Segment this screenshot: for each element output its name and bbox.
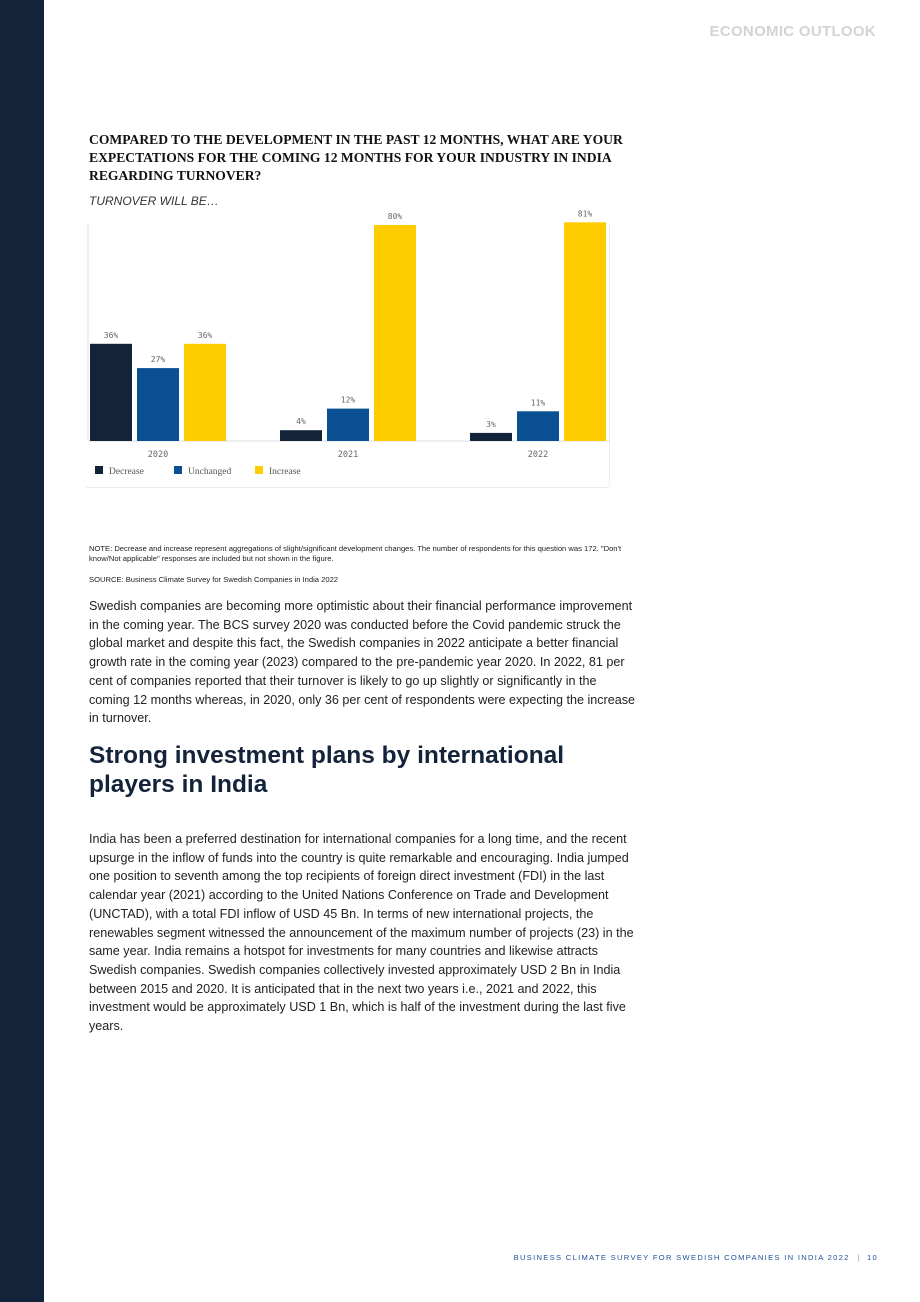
footer-separator: | bbox=[857, 1253, 861, 1262]
bar-decrease-2022 bbox=[470, 433, 512, 441]
legend-swatch-unchanged bbox=[174, 466, 182, 474]
chart-source: SOURCE: Business Climate Survey for Swedish Companies in India 2022 bbox=[89, 575, 339, 584]
body-paragraph-1: Swedish companies are becoming more optimistic about their financial performance improvement in the coming year. The BCS survey 2020 was conducted before the Covid pandemic struck the global market and despite this fact, the Swedish companies in 2022 anticipate a better financial growth rate in the coming year (2023) compared to the pre-pandemic year 2020. In 2022, 81 per cent of companies reported that their turnover is likely to go up slightly or significantly in the coming 12 months whereas, in 2020, only 36 per cent of respondents were expecting the increase in turnover. bbox=[89, 599, 636, 726]
page-number: 10 bbox=[866, 1253, 878, 1262]
body-paragraph-2: India has been a preferred destination for international companies for a long time, and the recent upsurge in the inflow of funds into the country is quite remarkable and encouraging. India jumped one position to seventh among the top recipients of foreign direct investment (FDI) in the last calendar year (2021) according to the United Nations Conference on Trade and Development (UNCTAD), with a total FDI inflow of USD 45 Bn. In terms of new international projects, the renewables segment witnessed the announcement of the maximum number of projects (23) in the same year. India remains a hotspot for investments for many countries and likewise attracts Swedish companies. Swedish companies collectively invested approximately USD 2 Bn in India between 2015 and 2020. It is anticipated that in the next two years i.e., 2021 and 2022, this investment would be approximately USD 1 Bn, which is half of the investment during the last five years. bbox=[89, 832, 634, 1034]
x-tick-label: 2020 bbox=[147, 450, 169, 460]
chart-note: NOTE: Decrease and increase represent aggregations of slight/significant development changes. The number of respondents for this question was 172. "Don't know/Not applicable" responses are included but not shown in the figure. bbox=[89, 544, 622, 563]
bar-unchanged-2022 bbox=[517, 411, 559, 441]
bar-increase-2021 bbox=[374, 225, 416, 441]
data-label: 11% bbox=[530, 398, 546, 408]
legend-label: Unchanged bbox=[188, 467, 232, 477]
data-label: 12% bbox=[340, 395, 356, 405]
data-label: 81% bbox=[577, 209, 593, 219]
data-label: 4% bbox=[296, 417, 306, 427]
data-label: 36% bbox=[103, 330, 119, 340]
data-label: 27% bbox=[150, 355, 166, 365]
data-label: 3% bbox=[486, 419, 496, 429]
bar-decrease-2020 bbox=[90, 344, 132, 441]
x-tick-label: 2022 bbox=[527, 450, 549, 460]
bar-unchanged-2021 bbox=[327, 409, 369, 441]
footer-title: BUSINESS CLIMATE SURVEY FOR SWEDISH COMPANIES IN INDIA 2022 bbox=[513, 1253, 850, 1262]
side-color-band bbox=[0, 0, 44, 1302]
bar-increase-2020 bbox=[184, 344, 226, 441]
bar-chart-svg bbox=[86, 209, 610, 488]
data-label: 80% bbox=[387, 212, 403, 221]
bar-unchanged-2020 bbox=[137, 368, 179, 441]
legend-swatch-decrease bbox=[95, 466, 103, 474]
section-label: ECONOMIC OUTLOOK bbox=[709, 23, 876, 40]
bar-increase-2022 bbox=[564, 222, 606, 441]
bar-decrease-2021 bbox=[280, 430, 322, 441]
section-heading: Strong investment plans by international players in India bbox=[89, 742, 565, 798]
page-footer bbox=[514, 1253, 878, 1262]
legend-label: Increase bbox=[269, 467, 301, 477]
x-tick-label: 2021 bbox=[337, 450, 359, 460]
chart-question-title: COMPARED TO THE DEVELOPMENT IN THE PAST 12 MONTHS, WHAT ARE YOUR EXPECTATIONS FOR THE COMING 12 MONTHS FOR YOUR INDUSTRY IN INDIA REGARDING TURNOVER? bbox=[89, 132, 623, 183]
legend-swatch-increase bbox=[255, 466, 263, 474]
bar-chart bbox=[86, 209, 610, 488]
chart-subtitle: TURNOVER WILL BE… bbox=[89, 194, 219, 208]
legend-label: Decrease bbox=[109, 467, 144, 477]
data-label: 36% bbox=[197, 330, 213, 340]
